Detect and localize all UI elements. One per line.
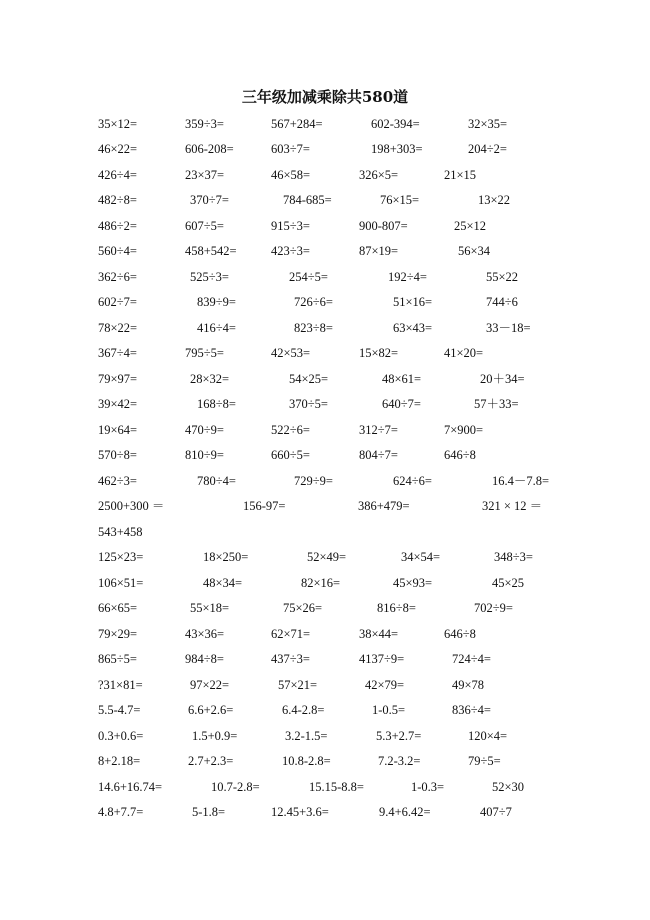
- arithmetic-problem: 34×54=: [401, 550, 441, 564]
- problem-row: [0, 292, 650, 312]
- problem-row: [0, 420, 650, 440]
- arithmetic-problem: 567+284=: [271, 117, 323, 131]
- problem-row: [0, 318, 650, 338]
- problem-row: [0, 726, 650, 746]
- arithmetic-problem: 49×78: [452, 678, 485, 692]
- arithmetic-problem: 254÷5=: [289, 270, 328, 284]
- arithmetic-problem: 326×5=: [359, 168, 399, 182]
- arithmetic-problem: 20＋34=: [480, 372, 525, 386]
- arithmetic-problem: 46×22=: [98, 142, 138, 156]
- arithmetic-problem: 4.8+7.7=: [98, 805, 144, 819]
- arithmetic-problem: 75×26=: [283, 601, 323, 615]
- arithmetic-problem: 810÷9=: [185, 448, 224, 462]
- arithmetic-problem: 726÷6=: [294, 295, 333, 309]
- arithmetic-problem: 816÷8=: [377, 601, 416, 615]
- arithmetic-problem: 624÷6=: [393, 474, 432, 488]
- arithmetic-problem: 724÷4=: [452, 652, 491, 666]
- arithmetic-problem: 55×18=: [190, 601, 230, 615]
- arithmetic-problem: 41×20=: [444, 346, 484, 360]
- arithmetic-problem: 13×22: [478, 193, 511, 207]
- arithmetic-problem: 156-97=: [243, 499, 286, 513]
- arithmetic-problem: 367÷4=: [98, 346, 137, 360]
- problem-row: [0, 522, 650, 542]
- arithmetic-problem: 9.4+6.42=: [379, 805, 431, 819]
- arithmetic-problem: 48×34=: [203, 576, 243, 590]
- arithmetic-problem: 57×21=: [278, 678, 318, 692]
- problem-row: [0, 624, 650, 644]
- arithmetic-problem: 23×37=: [185, 168, 225, 182]
- arithmetic-problem: 362÷6=: [98, 270, 137, 284]
- arithmetic-problem: 359÷3=: [185, 117, 224, 131]
- arithmetic-problem: 39×42=: [98, 397, 138, 411]
- arithmetic-problem: 6.6+2.6=: [188, 703, 234, 717]
- arithmetic-problem: 19×64=: [98, 423, 138, 437]
- arithmetic-problem: 15×82=: [359, 346, 399, 360]
- arithmetic-problem: 62×71=: [271, 627, 311, 641]
- arithmetic-problem: 744÷6: [486, 295, 518, 309]
- arithmetic-problem: 82×16=: [301, 576, 341, 590]
- problem-row: [0, 802, 650, 822]
- arithmetic-problem: 43×36=: [185, 627, 225, 641]
- arithmetic-problem: 823÷8=: [294, 321, 333, 335]
- arithmetic-problem: 35×12=: [98, 117, 138, 131]
- arithmetic-problem: ?31×81=: [98, 678, 143, 692]
- problem-row: [0, 241, 650, 261]
- arithmetic-problem: 646÷8: [444, 448, 476, 462]
- arithmetic-problem: 38×44=: [359, 627, 399, 641]
- arithmetic-problem: 486÷2=: [98, 219, 137, 233]
- arithmetic-problem: 7×900=: [444, 423, 484, 437]
- arithmetic-problem: 640÷7=: [382, 397, 421, 411]
- arithmetic-problem: 4137÷9=: [359, 652, 405, 666]
- arithmetic-problem: 607÷5=: [185, 219, 224, 233]
- arithmetic-problem: 14.6+16.74=: [98, 780, 163, 794]
- arithmetic-problem: 45×25: [492, 576, 525, 590]
- arithmetic-problem: 5.5-4.7=: [98, 703, 141, 717]
- arithmetic-problem: 865÷5=: [98, 652, 137, 666]
- arithmetic-problem: 120×4=: [468, 729, 508, 743]
- arithmetic-problem: 87×19=: [359, 244, 399, 258]
- arithmetic-problem: 52×30: [492, 780, 525, 794]
- arithmetic-problem: 57＋33=: [474, 397, 519, 411]
- arithmetic-problem: 522÷6=: [271, 423, 310, 437]
- arithmetic-problem: 386+479=: [358, 499, 410, 513]
- arithmetic-problem: 458+542=: [185, 244, 237, 258]
- arithmetic-problem: 437÷3=: [271, 652, 310, 666]
- arithmetic-problem: 543+458: [98, 525, 143, 539]
- problem-row: [0, 267, 650, 287]
- arithmetic-problem: 8+2.18=: [98, 754, 141, 768]
- arithmetic-problem: 12.45+3.6=: [271, 805, 329, 819]
- arithmetic-problem: 32×35=: [468, 117, 508, 131]
- problem-row: [0, 445, 650, 465]
- problem-row: [0, 139, 650, 159]
- arithmetic-problem: 646÷8: [444, 627, 476, 641]
- problem-row: [0, 675, 650, 695]
- arithmetic-problem: 836÷4=: [452, 703, 491, 717]
- problem-row: [0, 190, 650, 210]
- problem-row: [0, 394, 650, 414]
- arithmetic-problem: 25×12: [454, 219, 487, 233]
- arithmetic-problem: 312÷7=: [359, 423, 398, 437]
- arithmetic-problem: 16.4－7.8=: [492, 474, 550, 488]
- arithmetic-problem: 10.8-2.8=: [282, 754, 331, 768]
- arithmetic-problem: 570÷8=: [98, 448, 137, 462]
- problem-row: [0, 165, 650, 185]
- problem-row: [0, 343, 650, 363]
- arithmetic-problem: 0.3+0.6=: [98, 729, 144, 743]
- arithmetic-problem: 52×49=: [307, 550, 347, 564]
- problem-row: [0, 114, 650, 134]
- problem-row: [0, 700, 650, 720]
- arithmetic-problem: 470÷9=: [185, 423, 224, 437]
- arithmetic-problem: 6.4-2.8=: [282, 703, 325, 717]
- arithmetic-problem: 321 × 12 ＝: [482, 499, 543, 513]
- arithmetic-problem: 407÷7: [480, 805, 512, 819]
- arithmetic-problem: 45×93=: [393, 576, 433, 590]
- arithmetic-problem: 1.5+0.9=: [192, 729, 238, 743]
- arithmetic-problem: 795÷5=: [185, 346, 224, 360]
- arithmetic-problem: 423÷3=: [271, 244, 310, 258]
- arithmetic-problem: 602÷7=: [98, 295, 137, 309]
- arithmetic-problem: 5.3+2.7=: [376, 729, 422, 743]
- arithmetic-problem: 125×23=: [98, 550, 144, 564]
- arithmetic-problem: 97×22=: [190, 678, 230, 692]
- arithmetic-problem: 603÷7=: [271, 142, 310, 156]
- arithmetic-problem: 348÷3=: [494, 550, 533, 564]
- problem-row: [0, 547, 650, 567]
- arithmetic-problem: 55×22: [486, 270, 519, 284]
- arithmetic-problem: 780÷4=: [197, 474, 236, 488]
- problem-row: [0, 496, 650, 516]
- problem-row: [0, 573, 650, 593]
- arithmetic-problem: 702÷9=: [474, 601, 513, 615]
- problem-row: [0, 216, 650, 236]
- arithmetic-problem: 839÷9=: [197, 295, 236, 309]
- arithmetic-problem: 168÷8=: [197, 397, 236, 411]
- arithmetic-problem: 525÷3=: [190, 270, 229, 284]
- arithmetic-problem: 804÷7=: [359, 448, 398, 462]
- arithmetic-problem: 63×43=: [393, 321, 433, 335]
- arithmetic-problem: 79÷5=: [468, 754, 501, 768]
- arithmetic-problem: 482÷8=: [98, 193, 137, 207]
- arithmetic-problem: 729÷9=: [294, 474, 333, 488]
- arithmetic-problem: 2.7+2.3=: [188, 754, 234, 768]
- arithmetic-problem: 48×61=: [382, 372, 422, 386]
- arithmetic-problem: 56×34: [458, 244, 491, 258]
- arithmetic-problem: 198+303=: [371, 142, 423, 156]
- problem-row: [0, 471, 650, 491]
- arithmetic-problem: 370÷5=: [289, 397, 328, 411]
- arithmetic-problem: 900-807=: [359, 219, 408, 233]
- problem-row: [0, 751, 650, 771]
- arithmetic-problem: 106×51=: [98, 576, 144, 590]
- arithmetic-problem: 204÷2=: [468, 142, 507, 156]
- page-title: 三年级加减乘除共580道: [241, 88, 409, 106]
- arithmetic-problem: 66×65=: [98, 601, 138, 615]
- arithmetic-problem: 79×97=: [98, 372, 138, 386]
- arithmetic-problem: 51×16=: [393, 295, 433, 309]
- arithmetic-problem: 76×15=: [380, 193, 420, 207]
- arithmetic-problem: 784-685=: [283, 193, 332, 207]
- arithmetic-problem: 606-208=: [185, 142, 234, 156]
- arithmetic-problem: 370÷7=: [190, 193, 229, 207]
- arithmetic-problem: 1-0.5=: [372, 703, 406, 717]
- arithmetic-problem: 3.2-1.5=: [285, 729, 328, 743]
- arithmetic-problem: 192÷4=: [388, 270, 427, 284]
- arithmetic-problem: 462÷3=: [98, 474, 137, 488]
- arithmetic-problem: 2500+300 ＝: [98, 499, 165, 513]
- arithmetic-problem: 42×79=: [365, 678, 405, 692]
- arithmetic-problem: 7.2-3.2=: [378, 754, 421, 768]
- arithmetic-problem: 18×250=: [203, 550, 249, 564]
- arithmetic-problem: 602-394=: [371, 117, 420, 131]
- arithmetic-problem: 1-0.3=: [411, 780, 445, 794]
- arithmetic-problem: 915÷3=: [271, 219, 310, 233]
- arithmetic-problem: 54×25=: [289, 372, 329, 386]
- problem-row: [0, 649, 650, 669]
- arithmetic-problem: 33－18=: [486, 321, 531, 335]
- arithmetic-problem: 984÷8=: [185, 652, 224, 666]
- arithmetic-problem: 5-1.8=: [192, 805, 226, 819]
- arithmetic-problem: 21×15: [444, 168, 477, 182]
- arithmetic-problem: 46×58=: [271, 168, 311, 182]
- arithmetic-problem: 426÷4=: [98, 168, 137, 182]
- arithmetic-problem: 10.7-2.8=: [211, 780, 260, 794]
- arithmetic-problem: 416÷4=: [197, 321, 236, 335]
- problem-row: [0, 777, 650, 797]
- arithmetic-problem: 15.15-8.8=: [309, 780, 364, 794]
- arithmetic-problem: 78×22=: [98, 321, 138, 335]
- problem-row: [0, 369, 650, 389]
- arithmetic-problem: 42×53=: [271, 346, 311, 360]
- arithmetic-problem: 660÷5=: [271, 448, 310, 462]
- arithmetic-problem: 79×29=: [98, 627, 138, 641]
- arithmetic-problem: 560÷4=: [98, 244, 137, 258]
- problem-row: [0, 598, 650, 618]
- arithmetic-problem: 28×32=: [190, 372, 230, 386]
